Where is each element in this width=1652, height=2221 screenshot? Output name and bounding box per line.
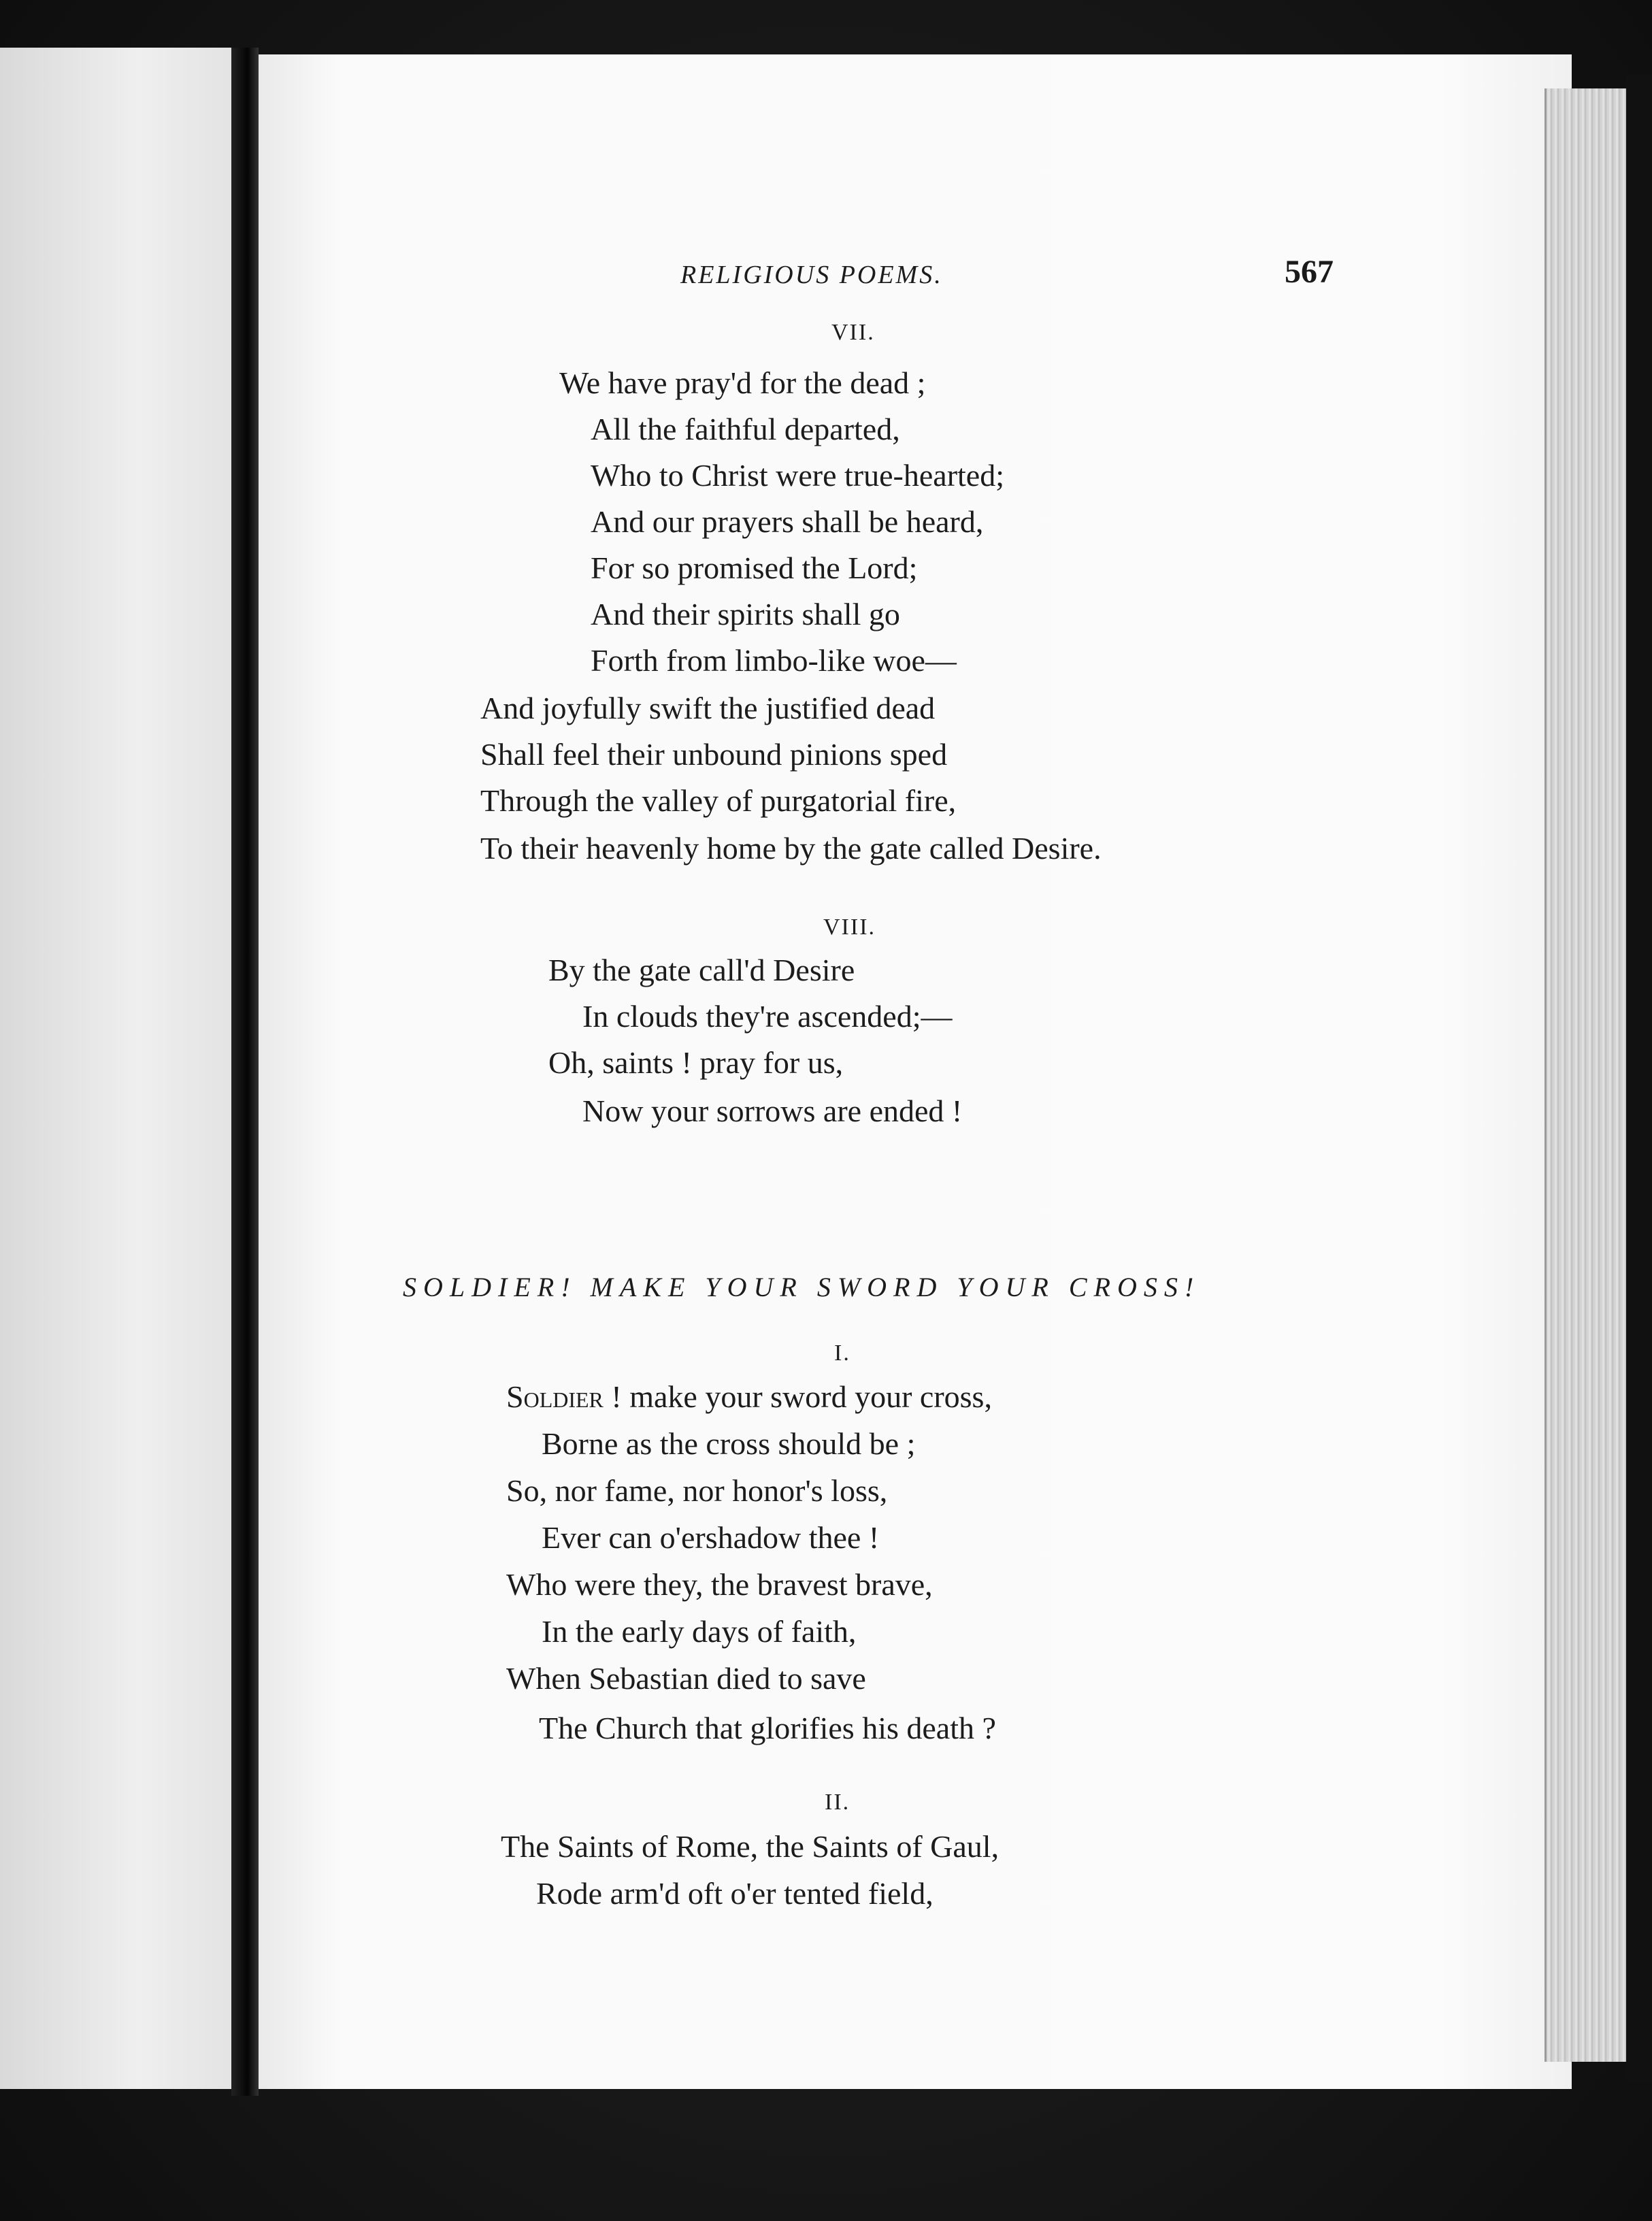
stanza-numeral: II. <box>825 1790 850 1815</box>
poem-line: All the faithful departed, <box>591 412 900 446</box>
poem-line: The Church that glorifies his death ? <box>539 1711 996 1745</box>
page-stack-edge <box>1544 88 1628 2062</box>
poem-line: To their heavenly home by the gate called Desire. <box>480 831 1102 866</box>
page-number: 567 <box>1285 254 1334 290</box>
poem-line <box>506 1378 992 1416</box>
poem-line: Ever can o'ershadow thee ! <box>542 1520 880 1555</box>
poem-line: Forth from limbo-like woe— <box>591 643 957 678</box>
first-word-small-caps: Soldier <box>506 1379 604 1414</box>
poem-line: By the gate call'd Desire <box>548 953 855 987</box>
poem-line: The Saints of Rome, the Saints of Gaul, <box>501 1829 1000 1864</box>
first-line-rest: ! make your sword your cross, <box>603 1379 992 1414</box>
left-page-edge <box>0 48 231 2089</box>
poem-line: When Sebastian died to save <box>506 1661 866 1696</box>
poem-line: And their spirits shall go <box>591 597 900 631</box>
poem-line: And joyfully swift the justified dead <box>480 691 936 725</box>
poem-line: Who were they, the bravest brave, <box>506 1567 933 1602</box>
running-head: RELIGIOUS POEMS. <box>680 261 943 289</box>
stanza-numeral: I. <box>834 1340 850 1366</box>
poem-line: Now your sorrows are ended ! <box>582 1093 963 1128</box>
poem-line: In the early days of faith, <box>542 1614 857 1649</box>
poem-line: Who to Christ were true-hearted; <box>591 458 1004 493</box>
page-header <box>680 253 1334 294</box>
poem-line: Borne as the cross should be ; <box>542 1426 916 1461</box>
poem-line: For so promised the Lord; <box>591 550 918 585</box>
poem-line: And our prayers shall be heard, <box>591 504 984 539</box>
poem-line: In clouds they're ascended;— <box>582 999 953 1034</box>
book-gutter <box>231 48 259 2096</box>
book-page <box>259 54 1572 2089</box>
poem-line: Rode arm'd oft o'er tented field, <box>536 1876 934 1911</box>
stanza-numeral: VII. <box>831 320 875 345</box>
scan-border <box>1626 75 1652 2082</box>
stanza-numeral: VIII. <box>823 915 876 940</box>
poem-line: Shall feel their unbound pinions sped <box>480 737 948 772</box>
poem-line: We have pray'd for the dead ; <box>559 365 926 400</box>
poem-line: Through the valley of purgatorial fire, <box>480 783 957 818</box>
poem-title: SOLDIER! MAKE YOUR SWORD YOUR CROSS! <box>403 1272 1201 1302</box>
poem-line: So, nor fame, nor honor's loss, <box>506 1473 888 1508</box>
poem-line: Oh, saints ! pray for us, <box>548 1045 844 1080</box>
